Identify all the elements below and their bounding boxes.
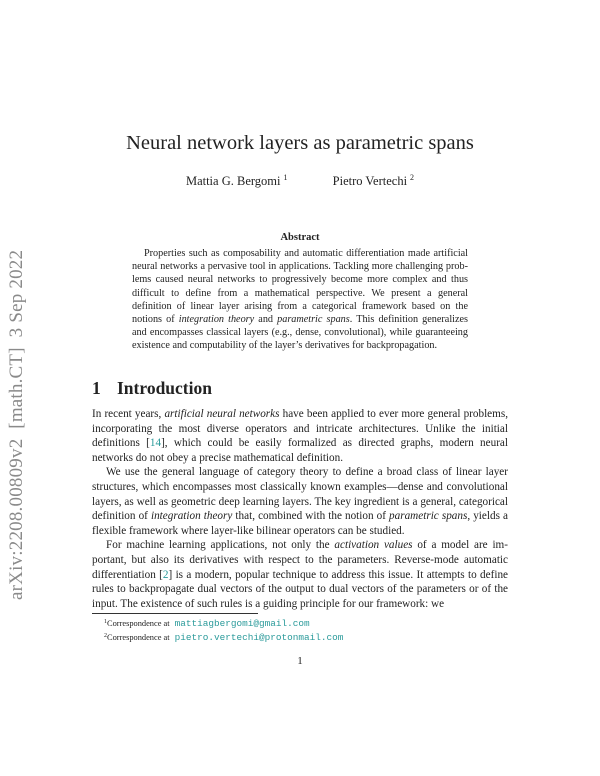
- citation-link[interactable]: 2: [162, 568, 169, 581]
- author-list: [0, 173, 600, 189]
- footnote-2: [104, 630, 343, 644]
- paragraph-2: [92, 465, 508, 538]
- text: ], which could be easily formalized as directed graphs, modern neural networks do not obey a precise mathematical definition.: [92, 437, 508, 464]
- text: For machine learning applications, not only the: [106, 539, 335, 552]
- emphasis: integration theory: [150, 510, 233, 523]
- section-heading-introduction: [92, 378, 212, 399]
- paragraph-1: [92, 407, 508, 465]
- abstract-text-part: Properties such as composability and automatic differentiation made artificial neural networks a pervasive tool in applications. Tackling more challenging problems caused neural networks to progressively become more complex and thus difficult to define from a mathematical perspective. We present a general definition of linear layer arising from a categorical framework based on the notions of: [132, 248, 468, 326]
- author-name: Pietro Vertechi: [332, 174, 408, 188]
- email-link[interactable]: mattiagbergomi@gmail.com: [174, 618, 310, 629]
- text: ] is a modern, popular technique to address this issue. It attempts to define rules to backpropagate dual vectors of the output to dual vectors of the parameters or of the input. The existence of such rules is a guiding principle for our framework: we: [92, 568, 508, 610]
- text: of a model are important, but also its derivatives with respect to the parameters. Reverse-mode automatic differentiation [: [92, 539, 508, 581]
- author-2: [333, 173, 414, 189]
- email-link[interactable]: pietro.vertechi@protonmail.com: [174, 632, 344, 644]
- author-1: [186, 173, 288, 189]
- footnote-mark: 1: [104, 619, 107, 625]
- text: that, combined with the notion of: [232, 510, 390, 523]
- section-title: Introduction: [117, 378, 212, 398]
- abstract-text: [132, 247, 468, 353]
- author-footnote-mark[interactable]: 1: [283, 173, 288, 182]
- page-number: 1: [297, 655, 303, 667]
- introduction-body: [92, 407, 508, 611]
- emphasis: activation values: [334, 539, 413, 552]
- footnote-text: Correspondence at: [107, 619, 170, 628]
- abstract-text-part: and: [254, 314, 278, 326]
- author-footnote-mark[interactable]: 2: [410, 173, 415, 182]
- paragraph-3: [92, 538, 508, 611]
- author-name: Mattia G. Bergomi: [185, 174, 281, 188]
- abstract-text-part: . This definition generalizes and encompasses classical layers (e.g., dense, convolutional), while guaranteeing existence and computability of the layer’s derivatives for backpropagation.: [132, 314, 468, 352]
- text: have been applied to ever more general problems, incorporating the most diverse operators and intricate architectures. Unlike the initial definitions [: [92, 408, 508, 450]
- arxiv-identifier-stamp: arXiv:2208.00809v2 [math.CT] 3 Sep 2022: [6, 249, 27, 600]
- abstract-heading: Abstract: [280, 232, 320, 243]
- footnotes: [104, 616, 343, 644]
- footnote-mark: 2: [104, 633, 107, 640]
- emphasis: artificial neural networks: [164, 408, 280, 420]
- citation-link[interactable]: 14: [149, 437, 162, 450]
- footnote-text: Correspondence at: [107, 633, 170, 643]
- text: , yields a flexible framework where layer-like bilinear operators can be studied.: [92, 510, 508, 537]
- abstract-emphasis: parametric spans: [277, 314, 350, 326]
- section-number: 1: [92, 378, 101, 398]
- text: We use the general language of category theory to define a broad class of linear layer structures, which encompasses most classically known examples—dense and convolutional layers, as well as geometric deep learning layers. The key ingredient is a general, categorical definition of: [92, 466, 508, 523]
- emphasis: parametric spans: [389, 510, 468, 523]
- footnote-1: [104, 616, 343, 630]
- text: In recent years,: [92, 408, 165, 420]
- paper-title: Neural network layers as parametric spans: [126, 132, 474, 154]
- footnote-divider: [92, 613, 258, 614]
- abstract-emphasis: integration theory: [178, 314, 255, 326]
